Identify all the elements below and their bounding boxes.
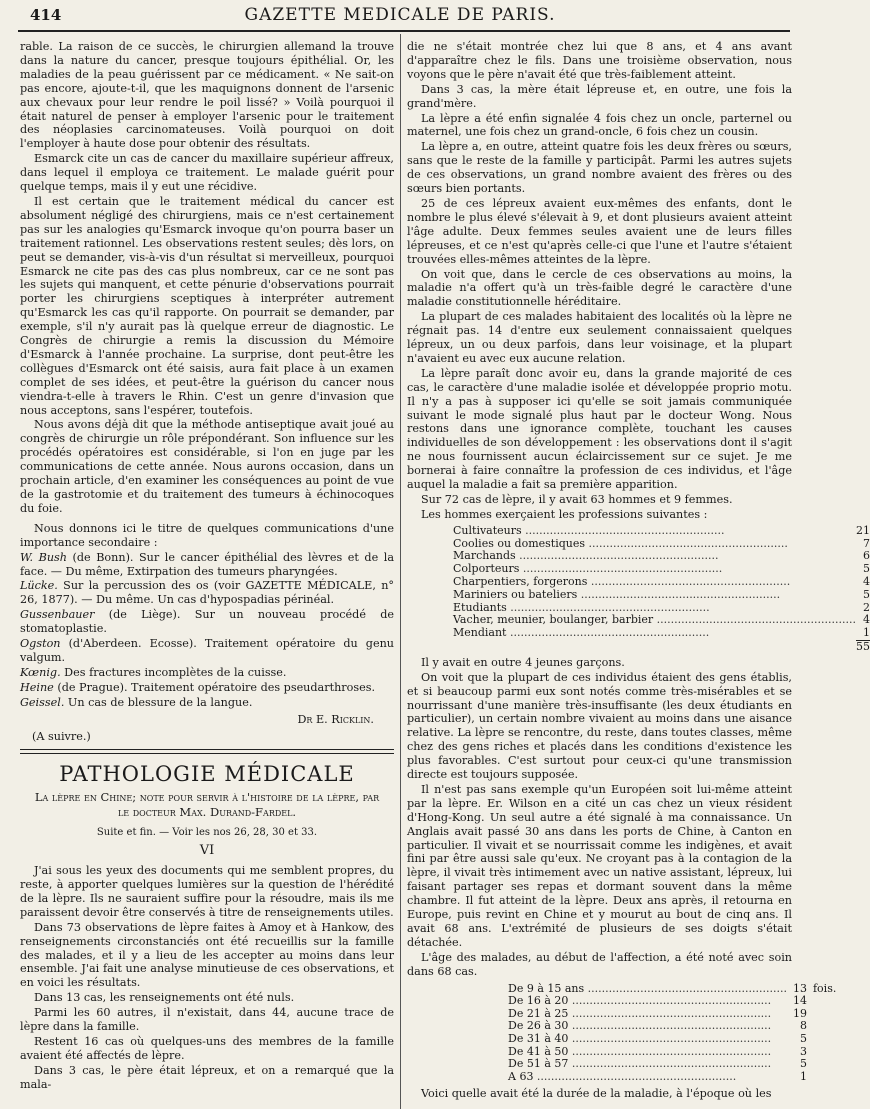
paragraph: L'âge des malades, au début de l'affection, a été noté avec soin dans 68 cas. bbox=[407, 950, 792, 978]
right-column bbox=[407, 40, 870, 1109]
age-range: De 9 à 15 ans bbox=[508, 981, 585, 995]
profession-count: 6 bbox=[862, 549, 870, 563]
age-range: De 41 à 50 bbox=[508, 1044, 569, 1058]
page-number: 414 bbox=[30, 6, 62, 24]
communication-text: (d'Aberdeen. Ecosse). Traitement opératoire du genu valgum. bbox=[20, 637, 394, 664]
age-count: 5 bbox=[799, 1032, 807, 1045]
profession-count: 1 bbox=[862, 626, 870, 640]
age-count: 8 bbox=[799, 1019, 807, 1033]
communication-author: Kœnig. bbox=[20, 665, 61, 679]
profession-label: Charpentiers, forgerons bbox=[453, 575, 588, 588]
journal-title: GAZETTE MEDICALE DE PARIS. bbox=[244, 5, 556, 25]
professions-table bbox=[453, 525, 870, 654]
age-count: 13 bbox=[792, 981, 807, 995]
age-unit bbox=[810, 1008, 839, 1021]
age-range: De 26 à 30 bbox=[508, 1019, 569, 1033]
age-range: De 51 à 57 bbox=[508, 1057, 569, 1071]
part-number: VI bbox=[199, 843, 215, 859]
age-unit bbox=[810, 995, 839, 1008]
communication-author: Geissel. bbox=[20, 695, 65, 709]
profession-label: Marchands bbox=[453, 549, 516, 563]
communication-text: Des fractures incomplètes de la cuisse. bbox=[60, 665, 287, 679]
paragraph: Sur 72 cas de lèpre, il y avait 63 hommes et 9 femmes. bbox=[421, 493, 733, 506]
table-total-row bbox=[453, 640, 870, 653]
age-count: 1 bbox=[799, 1069, 807, 1083]
age-range: De 31 à 40 bbox=[508, 1032, 569, 1045]
age-unit: fois. bbox=[812, 981, 837, 995]
age-count: 5 bbox=[799, 1057, 807, 1071]
paragraph: die ne s'était montrée chez lui que 8 ans, et 4 ans avant d'apparaître chez le fils. Dans une troisième observation, nous voyons que le père n'avait été que très-faiblement atteint. bbox=[407, 40, 792, 81]
communication-item bbox=[20, 608, 394, 636]
profession-label: Coolies ou domestiques bbox=[453, 536, 586, 550]
to-be-continued: (A suivre.) bbox=[32, 729, 91, 743]
profession-count: 21 bbox=[855, 523, 870, 537]
profession-count: 5 bbox=[862, 587, 870, 601]
communication-author: Gussenbauer bbox=[20, 608, 95, 622]
age-range: De 16 à 20 bbox=[508, 994, 569, 1008]
communication-text: (de Bonn). Sur le cancer épithélial des lèvres et de la face. — Du même, Extirpation des tumeurs pharyngées. bbox=[20, 550, 394, 578]
age-range: A 63 bbox=[508, 1069, 534, 1083]
paragraph: Les hommes exerçaient les professions suivantes : bbox=[421, 507, 708, 521]
paragraph: Parmi les 60 autres, il n'existait, dans 44, aucune trace de lèpre dans la famille. bbox=[20, 1006, 394, 1034]
age-count: 14 bbox=[792, 994, 807, 1008]
paragraph: La lèpre a été enfin signalée 4 fois chez un oncle, parternel ou maternel, une fois chez un grand-oncle, 6 fois chez un cousin. bbox=[407, 111, 792, 139]
section-title: PATHOLOGIE MÉDICALE bbox=[59, 762, 355, 787]
profession-count: 7 bbox=[862, 536, 870, 550]
communication-author: Ogston bbox=[20, 637, 61, 651]
age-unit bbox=[810, 1058, 839, 1071]
column-divider bbox=[400, 34, 401, 1109]
paragraph: Dans 13 cas, les renseignements ont été nuls. bbox=[34, 991, 295, 1005]
communication-item bbox=[20, 637, 394, 665]
paragraph: Dans 3 cas, le père était lépreux, et on a remarqué que la mala- bbox=[20, 1063, 394, 1091]
paragraph: Il est certain que le traitement médical du cancer est absolument négligé des chirurgiens, mais ce n'est certainement pas sur les analogies qu'Esmarck invoque qu'on pourra baser un traitement rationnel. Les observations restent seules; dès lors, on peut se demander, vis-à-vis d'un résultat si merveilleux, pourquoi Esmarck ne cite pas des cas plus nombreux, car ce ne sont pas les sujets qui manquent, et cette pénurie d'observations pourrait porter les chirurgiens sceptiques à interpréter autrement qu'Esmarck les cas qu'il rapporte. On pourrait se demander, par exemple, s'il n'y aurait pas là quelque erreur de diagnostic. Le Congrès de chirurgie a remis la discussion du Mémoire d'Esmarck à l'année prochaine. La surprise, dont peut-être les collègues d'Esmarck ont été saisis, aura fait place à un examen complet de ses idées, et peut-être la guérison du cancer nous viendra-t-elle à travers le Rhin. C'est un genre d'invasion que nous acceptons, sans l'espérer, toutefois. bbox=[20, 194, 394, 417]
section-separator bbox=[20, 749, 394, 754]
age-count: 19 bbox=[792, 1006, 807, 1020]
age-unit bbox=[810, 1071, 839, 1084]
profession-label: Mariniers ou bateliers bbox=[453, 587, 578, 601]
table-row bbox=[453, 614, 870, 627]
communication-text: (de Liège). Sur un nouveau procédé de stomatoplastie. bbox=[20, 608, 394, 636]
age-range: De 21 à 25 bbox=[508, 1006, 569, 1020]
paragraph: Il y avait en outre 4 jeunes garçons. bbox=[421, 655, 625, 669]
age-unit bbox=[810, 1033, 839, 1046]
ages-table bbox=[505, 983, 839, 1084]
header-rule bbox=[18, 30, 790, 32]
paragraph: La lèpre paraît donc avoir eu, dans la grande majorité de ces cas, le caractère d'une maladie isolée et développée proprio motu. Il n'y a pas à supposer ici qu'elle se soit jamais communiquée suivant le mode signalé plus haut par le docteur Wong. Nous restons dans une ignorance complète, touchant les causes individuelles de son développement : les observations dont il s'agit ne nous fournissent aucun éclaircissement sur ce sujet. Je me bornerai à faire connaître la profession de ces individus, et l'âge auquel la maladie a fait sa première apparition. bbox=[407, 366, 792, 492]
paragraph: Dans 3 cas, la mère était lépreuse et, en outre, une fois la grand'mère. bbox=[407, 82, 792, 110]
profession-label: Mendiant bbox=[453, 626, 507, 640]
communication-item bbox=[20, 579, 394, 607]
age-count: 3 bbox=[799, 1044, 807, 1058]
communication-item bbox=[20, 666, 394, 680]
age-unit bbox=[810, 1020, 839, 1033]
article-meta: Suite et fin. — Voir les nos 26, 28, 30 et 33. bbox=[96, 827, 318, 839]
communication-text: Sur la percussion des os (voir GAZETTE MÉDICALE, n° 26, 1877). — Du même. Un cas d'hypospadias périnéal. bbox=[20, 579, 394, 607]
professions-total: 55 bbox=[855, 639, 870, 653]
paragraph: La lèpre a, en outre, atteint quatre fois les deux frères ou sœurs, sans que le reste de la famille y participât. Parmi les autres sujets de ces observations, un grand nombre avaient des frères ou des sœurs bien portants. bbox=[407, 140, 792, 196]
table-row bbox=[505, 1071, 839, 1084]
paragraph: rable. La raison de ce succès, le chirurgien allemand la trouve dans la nature du cancer, presque toujours épithélial. Or, les maladies de la peau guérissent par ce médicament. « Ne sait-on pas encore, ajoute-t-il, que les maquignons donnent de l'arsenic aux chevaux pour leur rendre le poil lissé? » Voilà pourquoi il était naturel de penser à employer l'arsenic pour le traitement des néoplasies carcinomateuses. Voilà pourquoi on doit l'employer à haute dose pour obtenir des résultats. bbox=[20, 40, 394, 151]
communications-intro: Nous donnons ici le titre de quelques communications d'une importance secondaire : bbox=[20, 521, 394, 549]
profession-count: 5 bbox=[862, 562, 870, 576]
paragraph: Voici quelle avait été la durée de la maladie, à l'époque où les bbox=[421, 1087, 772, 1101]
profession-label: Cultivateurs bbox=[453, 523, 522, 537]
paragraph: 25 de ces lépreux avaient eux-mêmes des enfants, dont le nombre le plus élevé s'élevait à 9, et dont plusieurs avaient atteint l'âge adulte. Deux femmes seules avaient une de leurs filles lépreuses, et ce n'est qu'après celle-ci que l'une et l'autre s'étaient trouvées elles-mêmes atteintes de la lèpre. bbox=[407, 196, 792, 266]
paragraph: La plupart de ces malades habitaient des localités où la lèpre ne régnait pas. 14 d'entre eux seulement connaissaient quelques lépreux, un ou deux parfois, dans leur voisinage, et la plupart n'avaient eu avec eux aucune relation. bbox=[407, 310, 792, 365]
profession-label: Vacher, meunier, boulanger, barbier bbox=[453, 613, 654, 627]
page-header bbox=[0, 0, 800, 36]
communication-author: Heine bbox=[20, 680, 54, 694]
paragraph: On voit que la plupart de ces individus étaient des gens établis, et si beaucoup parmi eux sont notés comme très-misérables et se nourrissant d'une manière très-insuffisante (les deux étudiants en particulier), un certain nombre vivaient au moins dans une aisance relative. La lèpre se rencontre, du reste, dans toutes classes, même chez des gens riches et placés dans les conditions d'existence les plus favorables. C'est surtout pour ceux-ci qu'une transmission directe est toujours supposée. bbox=[407, 670, 792, 782]
communication-item bbox=[20, 551, 394, 579]
article-title: La lèpre en Chine; note pour servir à l'histoire de la lèpre, par le docteur Max. Durand-Fardel. bbox=[34, 790, 380, 820]
profession-count: 2 bbox=[862, 600, 870, 614]
communication-author: Lücke. bbox=[20, 579, 58, 593]
communication-text: Un cas de blessure de la langue. bbox=[64, 695, 253, 709]
paragraph: Nous avons déjà dit que la méthode antiseptique avait joué au congrès de chirurgie un rôle prépondérant. Son influence sur les procédés opératoires est considérable, si l'on en juge par les communications de cette année. Nous aurons occasion, dans un prochain article, d'en examiner les conséquences au point de vue de la gastrotomie et du traitement des tumeurs à échinocoques du foie. bbox=[20, 418, 394, 515]
communication-item bbox=[20, 696, 394, 710]
profession-label: Etudiants bbox=[453, 600, 507, 614]
paragraph: Esmarck cite un cas de cancer du maxillaire supérieur affreux, dans lequel il employa ce traitement. Le malade guérit pour quelque temps, mais il y eut une récidive. bbox=[20, 152, 394, 194]
profession-count: 4 bbox=[862, 613, 870, 627]
paragraph: Restent 16 cas où quelques-uns des membres de la famille avaient été affectés de lèpre. bbox=[20, 1035, 394, 1062]
age-unit bbox=[810, 1046, 839, 1059]
communication-text: (de Prague). Traitement opératoire des pseudarthroses. bbox=[53, 680, 376, 694]
table-row bbox=[453, 627, 870, 640]
paragraph: On voit que, dans le cercle de ces observations au moins, la maladie n'a offert qu'à un très-faible degré le caractère d'une maladie constitutionnelle héréditaire. bbox=[407, 267, 792, 309]
profession-count: 4 bbox=[862, 575, 870, 588]
communications-list bbox=[20, 551, 394, 710]
paragraph: Il n'est pas sans exemple qu'un Européen soit lui-même atteint par la lèpre. Er. Wilson en a cité un cas chez un vieux résident d'Hong-Kong. Un seul autre a été signalé à ma connaissance. Un Anglais avait passé 30 ans dans les ports de Chine, à Canton en particulier. Il vivait et se nourrissait comme les indigènes, et avait fini par être aussi sale qu'eux. Ne croyant pas à la contagion de la lèpre, il vivait très intimement avec un native assistant, lépreux, lui faisant partager ses repas et dormant souvent dans la même chambre. Il fut atteint de la lèpre. Deux ans après, il retourna en Europe, puis revint en Chine et y mourut au bout de cinq ans. Il avait 68 ans. L'extrémité de plusieurs de ses doigts s'était détachée. bbox=[407, 782, 792, 949]
communication-author: W. Bush bbox=[20, 550, 67, 564]
left-column bbox=[20, 40, 394, 1109]
communication-item bbox=[20, 681, 394, 695]
paragraph: J'ai sous les yeux des documents qui me semblent propres, du reste, à apporter quelques lumières sur la question de l'hérédité de la lèpre. Ils ne sauraient suffire pour la résoudre, mais ils me paraissent devoir être conservés à titre de renseignements utiles. bbox=[20, 864, 394, 919]
paragraph: Dans 73 observations de lèpre faites à Amoy et à Hankow, des renseignements circonstanciés ont été recueillis sur la famille des malades, et il y a lieu de les accepter au moins dans leur ensemble. J'ai fait une analyse minutieuse de ces observations, et en voici les résultats. bbox=[20, 920, 394, 990]
author-signature: Dr E. Ricklin. bbox=[297, 712, 374, 726]
profession-label: Colporteurs bbox=[453, 562, 520, 576]
